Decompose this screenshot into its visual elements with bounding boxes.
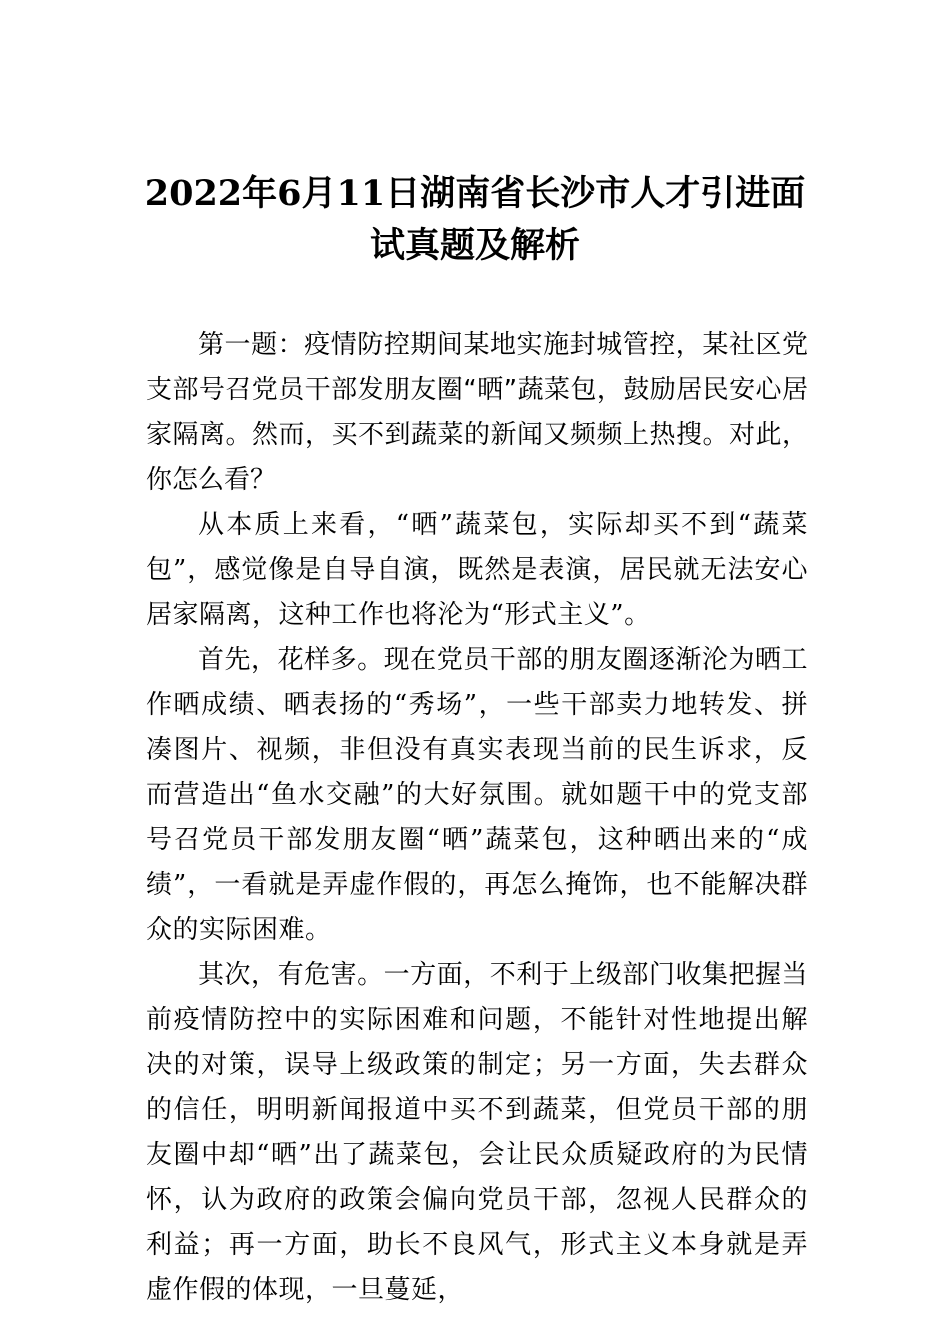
answer-paragraph-second: 其次，有危害。一方面，不利于上级部门收集把握当前疫情防控中的实际困难和问题，不能针对性地提出解决的对策，误导上级政策的制定；另一方面，失去群众的信任，明明新闻报道中买不到蔬菜，但党员干部的朋友圈中却“晒”出了蔬菜包，会让民众质疑政府的为民情怀，认为政府的政策会偏向党员干部，忽视人民群众的利益；再一方面，助长不良风气，形式主义本身就是弄虚作假的体现，一旦蔓延， <box>146 960 808 1305</box>
answer-paragraph-intro: 从本质上来看，“晒”蔬菜包，实际却买不到“蔬菜包”，感觉像是自导自演，既然是表演，居民就无法安心居家隔离，这种工作也将沦为“形式主义”。 <box>146 510 808 630</box>
question-paragraph: 第一题：疫情防控期间某地实施封城管控，某社区党支部号召党员干部发朋友圈“晒”蔬菜包，鼓励居民安心居家隔离。然而，买不到蔬菜的新闻又频频上热搜。对此，你怎么看？ <box>146 330 808 495</box>
document-body <box>146 323 808 1313</box>
document-title: 2022年6月11日湖南省长沙市人才引进面试真题及解析 <box>144 173 806 266</box>
answer-paragraph-first: 首先，花样多。现在党员干部的朋友圈逐渐沦为晒工作晒成绩、晒表扬的“秀场”，一些干部卖力地转发、拼凑图片、视频，非但没有真实表现当前的民生诉求，反而营造出“鱼水交融”的大好氛围。就如题干中的党支部号召党员干部发朋友圈“晒”蔬菜包，这种晒出来的“成绩”，一看就是弄虚作假的，再怎么掩饰，也不能解决群众的实际困难。 <box>146 645 808 945</box>
